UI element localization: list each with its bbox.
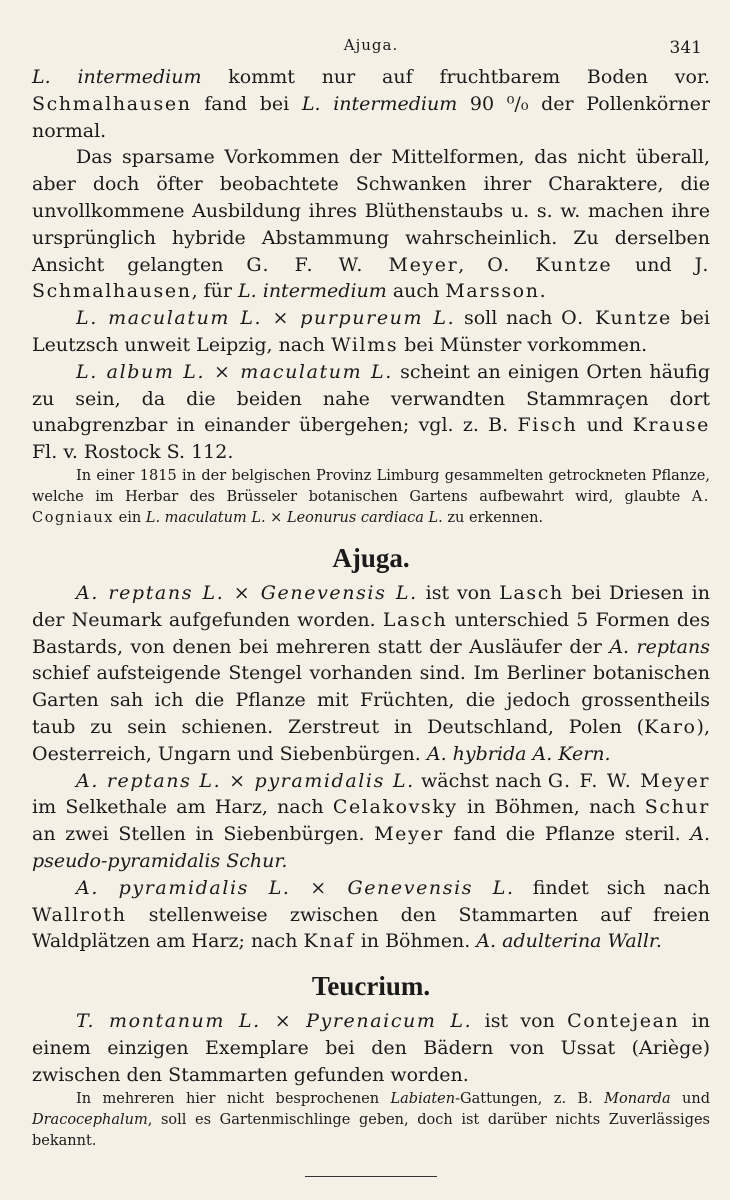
author-name: Wallroth bbox=[32, 903, 127, 926]
author-name: Fisch bbox=[517, 414, 578, 437]
author-name: Lasch bbox=[499, 581, 564, 604]
author-name: O. Kuntze bbox=[487, 253, 613, 276]
text-run: Fl. v. Rostock S. 112. bbox=[32, 441, 234, 464]
text-run: in Böhmen. bbox=[354, 930, 477, 953]
text-run: scheint an einigen Orten häufig zu sein, da die beiden nahe verwandten Stammraçen dort unabgrenzbar in einander übergehen; vgl. z. B. bbox=[32, 360, 710, 437]
text-run: in einem einzigen Exemplare bei den Bädern von Ussat (Ariège) zwischen den Stammarten gefunden worden. bbox=[32, 1010, 710, 1086]
text-run: ), Oesterreich, Ungarn und Siebenbürgen. bbox=[32, 715, 710, 765]
author-name: Celakovsky bbox=[332, 796, 458, 819]
author-name: Meyer bbox=[374, 823, 444, 846]
text-run: , soll es Gartenmischlinge geben, doch ist darüber nichts Zuverlässiges bekannt. bbox=[32, 1111, 710, 1149]
synonym-name: A. pseudo-pyramidalis Schur. bbox=[32, 823, 710, 872]
section-divider bbox=[305, 1176, 437, 1177]
text-run: bei Driesen in der Neumark aufgefunden worden. bbox=[32, 581, 710, 631]
paragraph-ajuga-reptans-pyramidalis bbox=[32, 768, 710, 875]
taxon-name: A. reptans bbox=[609, 635, 710, 658]
paragraph-lamium-album-maculatum bbox=[32, 359, 710, 466]
text-run: findet sich nach bbox=[514, 876, 711, 899]
author-name: Marsson bbox=[445, 280, 540, 303]
taxon-name: Dracocephalum bbox=[32, 1111, 148, 1128]
text-run: fand die Pflanze steril. bbox=[443, 823, 691, 846]
text-run: ein bbox=[114, 509, 146, 526]
paragraph-teucrium-montanum-pyrenaicum bbox=[32, 1008, 710, 1088]
text-run: In einer 1815 in der belgischen Provinz Limburg gesammelten getrockneten Pflanze, welche im Herbar des Brüsseler botanischen Gartens aufbewahrt wird, glaubte bbox=[32, 467, 710, 505]
text-run: wächst nach bbox=[414, 769, 548, 792]
taxon-name: L. intermedium bbox=[32, 66, 202, 88]
text-run: in Böhmen, nach bbox=[457, 796, 645, 819]
footnote-gartenmischlinge bbox=[32, 1089, 710, 1152]
text-run: fand bei bbox=[191, 92, 302, 115]
hybrid-formula: A. reptans L. × Genevensis L. bbox=[76, 581, 418, 604]
text-run: -Gattungen, z. B. bbox=[455, 1090, 605, 1107]
text-run: soll nach bbox=[455, 307, 562, 330]
author-name: Krause bbox=[632, 414, 710, 437]
text-run: und bbox=[577, 414, 633, 437]
author-name: G. F. W. Meyer bbox=[246, 253, 459, 276]
text-run: , bbox=[458, 253, 488, 276]
hybrid-formula: L. maculatum L. × purpureum L. bbox=[76, 307, 456, 330]
text-run: auch bbox=[386, 280, 446, 303]
author-name: A. Cogniaux bbox=[32, 488, 710, 526]
author-name: Contejean bbox=[567, 1010, 680, 1033]
text-run: an zwei Stellen in Siebenbürgen. bbox=[32, 823, 375, 846]
section-heading-teucrium: Teucrium. bbox=[311, 971, 431, 1002]
hybrid-formula: L. album L. × maculatum L. bbox=[76, 360, 393, 383]
author-name: Schmalhausen bbox=[32, 92, 192, 115]
paragraph-ajuga-reptans-genevensis bbox=[32, 580, 710, 768]
text-run: 90 ⁰/₀ der Pollenkörner normal. bbox=[32, 92, 710, 142]
paragraph-lamium-maculatum-purpureum bbox=[32, 305, 710, 359]
taxon-name: L. intermedium bbox=[301, 92, 458, 115]
text-run: , für bbox=[191, 280, 239, 303]
hybrid-formula: A. pyramidalis L. × Genevensis L. bbox=[76, 876, 515, 899]
author-name: J. Schmalhausen bbox=[32, 253, 710, 303]
text-run: Das sparsame Vorkommen der Mittelformen, das nicht überall, aber doch öfter beobachtete Schwanken ihrer Charaktere, die unvollkommene Ausbildung ihres Blüthenstaubs u. s. w. machen ihre ursprünglich hybride Abstammung wahrscheinlich. Zu derselben Ansicht gelangten bbox=[32, 146, 710, 276]
text-run: ist von bbox=[417, 581, 500, 604]
running-head-title: Ajuga. bbox=[343, 36, 399, 54]
text-run: stellenweise zwischen den Stammarten auf freien Waldplätzen am Harz; nach bbox=[32, 903, 710, 953]
author-name: O. Kuntze bbox=[561, 307, 672, 330]
text-run: . bbox=[539, 280, 546, 303]
paragraph-mittelformen bbox=[32, 144, 710, 305]
author-name: Knaf bbox=[303, 930, 355, 953]
author-name: Karo bbox=[644, 715, 697, 738]
section-heading-ajuga: Ajuga. bbox=[332, 542, 410, 573]
text-run: im Selkethale am Harz, nach bbox=[32, 796, 333, 819]
running-head bbox=[32, 0, 710, 64]
author-name: Wilms bbox=[331, 333, 399, 356]
text-run: und bbox=[670, 1090, 710, 1107]
text-run: ist von bbox=[472, 1010, 568, 1033]
paragraph-lamium-intermedium bbox=[32, 64, 710, 144]
text-run: bei Münster vorkommen. bbox=[398, 333, 648, 356]
footnote-limburg bbox=[32, 466, 710, 529]
text-run: und bbox=[612, 253, 695, 276]
taxon-name: Monarda bbox=[604, 1090, 671, 1107]
text-run: In mehreren hier nicht besprochenen bbox=[76, 1090, 391, 1107]
page-number: 341 bbox=[669, 38, 702, 58]
taxon-name: Labiaten bbox=[390, 1090, 456, 1107]
hybrid-formula: L. maculatum L. × Leonurus cardiaca L. bbox=[145, 509, 443, 526]
text-run: unterschied 5 Formen des Bastards, von denen bei mehreren statt der Ausläufer der bbox=[32, 608, 710, 658]
hybrid-formula: T. montanum L. × Pyrenaicum L. bbox=[76, 1010, 473, 1033]
synonym-name: A. adulterina Wallr. bbox=[476, 930, 662, 953]
taxon-name: L. intermedium bbox=[238, 280, 387, 303]
synonym-name: A. hybrida A. Kern. bbox=[426, 742, 611, 765]
text-run: zu erkennen. bbox=[442, 509, 544, 526]
author-name: G. F. W. Meyer bbox=[547, 769, 711, 792]
hybrid-formula: A. reptans L. × pyramidalis L. bbox=[76, 769, 415, 792]
text-run: kommt nur auf fruchtbarem Boden vor. bbox=[201, 66, 710, 88]
paragraph-ajuga-pyramidalis-genevensis bbox=[32, 875, 710, 955]
author-name: Lasch bbox=[382, 608, 448, 631]
text-run: schief aufsteigende Stengel vorhanden sind. Im Berliner botanischen Garten sah ich die Pflanze mit Früchten, die jedoch grossentheils taub zu sein schienen. Zerstreut in Deutschland, Polen ( bbox=[32, 662, 710, 738]
text-run: bei Leutzsch unweit Leipzig, nach bbox=[32, 307, 710, 356]
author-name: Schur bbox=[644, 796, 710, 819]
